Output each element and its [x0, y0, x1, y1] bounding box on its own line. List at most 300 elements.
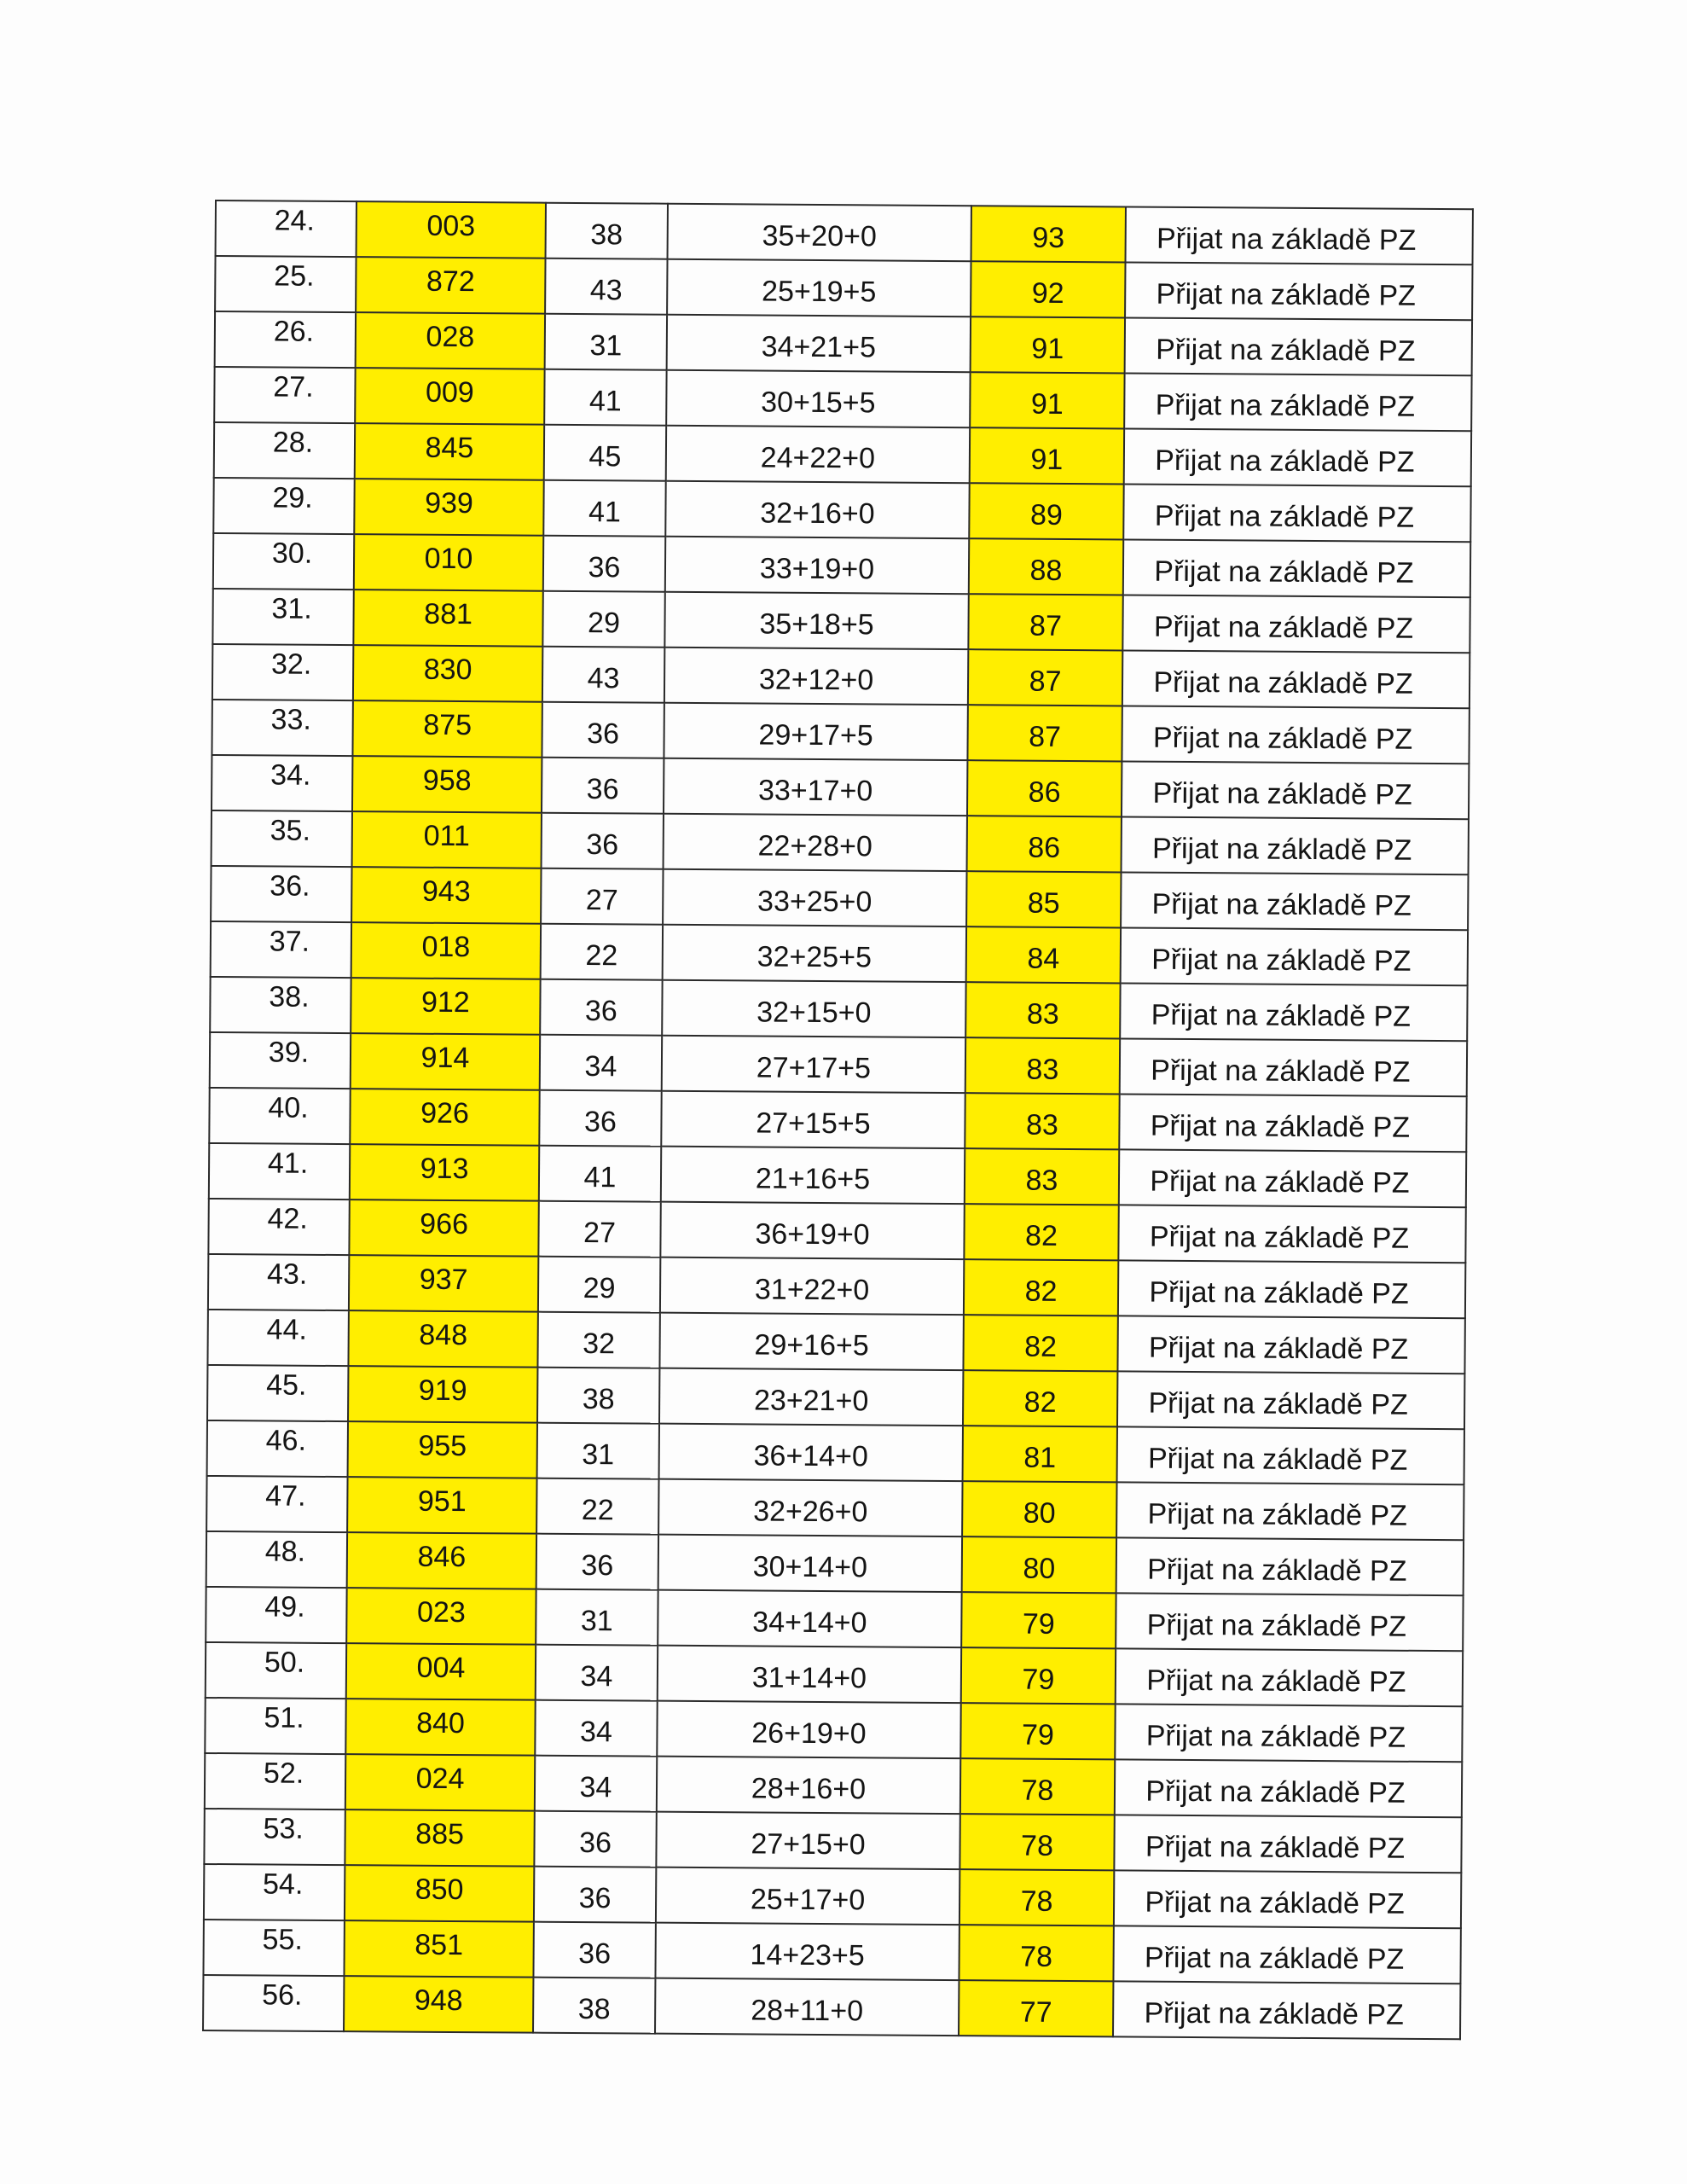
admission-status-text: Přijat na základě PZ — [1144, 1941, 1405, 1976]
admission-status-text: Přijat na základě PZ — [1150, 1165, 1410, 1199]
applicant-code-text: 024 — [415, 1762, 465, 1795]
score-cell — [543, 536, 665, 592]
score-breakdown-cell — [656, 1812, 959, 1869]
rank-cell — [204, 1809, 345, 1865]
applicant-code-text: 872 — [426, 264, 475, 298]
total-score-cell — [967, 705, 1122, 761]
total-score-cell — [967, 816, 1122, 872]
table-row — [207, 1420, 1464, 1484]
score-breakdown-cell — [659, 1424, 963, 1481]
table-row — [211, 921, 1468, 985]
score-breakdown-cell — [664, 814, 967, 871]
rank-text: 47. — [265, 1478, 306, 1513]
score-cell — [542, 758, 664, 814]
admission-status-cell — [1122, 650, 1470, 708]
applicant-code-cell — [352, 811, 542, 868]
admission-status-cell — [1124, 428, 1471, 486]
table-row — [206, 1476, 1464, 1540]
admission-status-cell — [1116, 1537, 1464, 1595]
score-text: 22 — [581, 1493, 614, 1526]
rank-text: 34. — [270, 758, 311, 792]
score-breakdown-cell — [664, 758, 967, 816]
admission-status-cell — [1119, 1094, 1466, 1152]
total-score-cell — [959, 1925, 1113, 1981]
admission-status-text: Přijat na základě PZ — [1145, 1885, 1405, 1920]
admission-status-cell — [1122, 706, 1469, 764]
score-breakdown-cell — [668, 204, 971, 261]
rank-cell — [204, 1864, 345, 1920]
total-score-text: 79 — [1021, 1718, 1055, 1751]
total-score-text: 83 — [1026, 1053, 1059, 1086]
rank-cell — [206, 1642, 346, 1699]
score-cell — [545, 258, 667, 315]
rank-text: 48. — [264, 1534, 306, 1568]
total-score-text: 93 — [1032, 221, 1065, 254]
rank-text: 45. — [266, 1368, 307, 1402]
admission-status-cell — [1122, 595, 1470, 653]
applicant-code-cell — [349, 1199, 538, 1257]
score-cell — [538, 1201, 660, 1258]
score-text: 41 — [588, 495, 621, 528]
rank-cell — [207, 1420, 348, 1477]
admission-status-cell — [1117, 1316, 1464, 1374]
table-row — [207, 1310, 1464, 1374]
applicant-code-text: 023 — [416, 1595, 466, 1629]
score-text: 41 — [583, 1160, 617, 1194]
score-text: 31 — [589, 328, 623, 362]
rank-cell — [215, 256, 356, 312]
score-cell — [540, 979, 662, 1036]
admission-status-text: Přijat na základě PZ — [1155, 388, 1416, 423]
rank-cell — [212, 589, 353, 645]
rank-cell — [207, 1310, 348, 1366]
score-breakdown-text: 32+15+0 — [757, 995, 872, 1029]
total-score-text: 92 — [1031, 276, 1064, 310]
score-text: 38 — [590, 218, 623, 251]
rank-text: 32. — [270, 647, 312, 681]
rank-text: 52. — [263, 1756, 304, 1790]
applicant-code-cell — [356, 312, 545, 369]
score-text: 36 — [588, 550, 621, 584]
rank-cell — [207, 1365, 348, 1421]
score-breakdown-text: 32+12+0 — [758, 662, 874, 696]
score-text: 36 — [578, 1881, 612, 1914]
applicant-code-cell — [345, 1699, 535, 1756]
score-text: 45 — [588, 439, 622, 473]
admission-status-text: Přijat na základě PZ — [1145, 1774, 1406, 1809]
score-breakdown-text: 36+19+0 — [755, 1217, 870, 1251]
applicant-code-text: 875 — [423, 708, 472, 741]
admission-status-cell — [1123, 539, 1470, 597]
applicant-code-text: 846 — [417, 1540, 467, 1573]
total-score-cell — [963, 1370, 1117, 1426]
total-score-cell — [964, 1204, 1118, 1260]
score-text: 36 — [579, 1826, 612, 1859]
total-score-cell — [966, 871, 1121, 927]
admission-status-cell — [1121, 872, 1468, 930]
table-row — [208, 1254, 1465, 1318]
score-cell — [540, 1035, 662, 1091]
score-text: 29 — [583, 1271, 616, 1304]
total-score-cell — [970, 427, 1124, 484]
rank-cell — [206, 1531, 347, 1588]
admission-status-cell — [1125, 262, 1472, 320]
rank-text: 39. — [268, 1035, 310, 1069]
score-breakdown-cell — [655, 1923, 959, 1980]
applicant-code-cell — [351, 867, 541, 924]
total-score-cell — [961, 1647, 1116, 1704]
total-score-text: 80 — [1023, 1552, 1056, 1585]
applicant-code-text: 912 — [420, 985, 470, 1019]
rank-cell — [211, 866, 351, 922]
rank-cell — [212, 755, 352, 811]
rank-text: 28. — [272, 425, 314, 459]
admission-status-cell — [1114, 1815, 1461, 1873]
applicant-code-cell — [347, 1532, 536, 1589]
score-breakdown-text: 24+22+0 — [760, 440, 876, 474]
total-score-cell — [971, 261, 1125, 317]
score-breakdown-cell — [658, 1535, 962, 1592]
score-cell — [544, 369, 666, 426]
score-breakdown-cell — [663, 925, 966, 982]
admission-status-text: Přijat na základě PZ — [1153, 610, 1414, 645]
total-score-cell — [959, 1869, 1114, 1926]
total-score-text: 82 — [1024, 1275, 1058, 1308]
admission-status-cell — [1113, 1926, 1460, 1984]
admission-status-cell — [1125, 317, 1472, 375]
table-row — [210, 1032, 1467, 1096]
applicant-code-text: 840 — [416, 1706, 466, 1740]
admission-status-cell — [1123, 484, 1470, 542]
score-breakdown-cell — [660, 1202, 964, 1259]
total-score-cell — [968, 594, 1122, 650]
score-breakdown-text: 33+19+0 — [759, 551, 875, 585]
total-score-text: 86 — [1028, 775, 1061, 809]
total-score-text: 78 — [1021, 1829, 1054, 1862]
applicant-code-text: 926 — [420, 1096, 470, 1130]
applicant-code-cell — [344, 1920, 533, 1978]
table-row — [209, 1088, 1466, 1152]
score-text: 43 — [587, 661, 620, 694]
score-breakdown-text: 27+15+5 — [756, 1106, 871, 1140]
score-text: 36 — [586, 828, 619, 861]
rank-text: 41. — [267, 1146, 309, 1180]
score-text: 38 — [582, 1382, 615, 1415]
table-row — [210, 977, 1467, 1041]
rank-text: 42. — [267, 1201, 308, 1235]
rank-cell — [208, 1199, 349, 1255]
total-score-cell — [965, 1037, 1120, 1094]
score-text: 27 — [583, 1216, 617, 1249]
total-score-cell — [967, 760, 1122, 816]
rank-cell — [210, 977, 351, 1033]
score-breakdown-text: 31+14+0 — [751, 1660, 867, 1694]
applicant-code-cell — [350, 1089, 539, 1146]
admission-status-cell — [1113, 1981, 1460, 2039]
applicant-code-text: 951 — [417, 1484, 467, 1518]
admission-status-text: Přijat na základě PZ — [1152, 776, 1412, 811]
admission-status-cell — [1120, 983, 1467, 1041]
score-cell — [539, 1146, 661, 1202]
score-breakdown-text: 27+17+5 — [756, 1050, 872, 1084]
table-row — [212, 810, 1469, 874]
admission-status-text: Přijat na základě PZ — [1144, 1996, 1404, 2031]
table-row — [212, 700, 1469, 764]
admission-status-cell — [1115, 1704, 1462, 1762]
total-score-text: 81 — [1023, 1441, 1057, 1474]
rank-cell — [206, 1587, 346, 1643]
rank-cell — [213, 533, 354, 590]
rank-text: 29. — [272, 480, 313, 514]
applicant-code-cell — [355, 423, 544, 480]
applicant-code-cell — [348, 1421, 537, 1478]
score-text: 32 — [583, 1327, 616, 1360]
table-row — [213, 478, 1470, 542]
score-cell — [534, 1867, 656, 1923]
applicant-code-cell — [347, 1477, 536, 1534]
admission-status-text: Přijat na základě PZ — [1146, 1608, 1407, 1643]
rank-cell — [212, 644, 353, 700]
admission-status-text: Přijat na základě PZ — [1151, 832, 1412, 867]
admission-status-text: Přijat na základě PZ — [1145, 1830, 1406, 1865]
score-breakdown-cell — [659, 1313, 963, 1370]
admission-status-cell — [1121, 927, 1468, 985]
score-cell — [537, 1423, 659, 1479]
rank-text: 25. — [274, 258, 315, 293]
applicant-code-text: 914 — [420, 1041, 470, 1074]
score-breakdown-cell — [658, 1479, 962, 1536]
total-score-text: 88 — [1029, 554, 1063, 587]
score-breakdown-cell — [664, 648, 968, 705]
score-text: 36 — [578, 1937, 612, 1970]
score-breakdown-cell — [655, 1978, 959, 2036]
score-cell — [542, 647, 664, 703]
table-row — [204, 1864, 1461, 1928]
admission-status-cell — [1116, 1593, 1463, 1651]
rank-text: 51. — [264, 1700, 304, 1734]
total-score-text: 82 — [1024, 1219, 1058, 1252]
score-breakdown-text: 27+15+0 — [751, 1827, 866, 1861]
applicant-code-text: 848 — [419, 1318, 468, 1351]
admission-status-cell — [1124, 373, 1471, 431]
total-score-cell — [966, 926, 1121, 983]
total-score-text: 87 — [1029, 720, 1062, 753]
total-score-text: 78 — [1020, 1940, 1053, 1973]
applicant-code-text: 919 — [418, 1374, 467, 1407]
score-cell — [545, 314, 667, 370]
total-score-cell — [959, 1980, 1113, 2036]
admission-status-cell — [1122, 816, 1469, 874]
admission-status-text: Přijat na základě PZ — [1152, 721, 1413, 756]
rank-text: 24. — [274, 203, 316, 237]
applicant-code-cell — [351, 922, 541, 979]
applicant-code-cell — [349, 1255, 538, 1312]
score-breakdown-cell — [667, 315, 971, 372]
total-score-text: 79 — [1022, 1607, 1055, 1641]
rank-cell — [213, 478, 354, 534]
admission-status-text: Přijat na základě PZ — [1155, 444, 1415, 479]
score-breakdown-text: 32+26+0 — [753, 1494, 868, 1528]
score-breakdown-text: 31+22+0 — [754, 1272, 870, 1306]
admission-status-cell — [1119, 1149, 1466, 1207]
score-text: 34 — [580, 1659, 613, 1693]
score-cell — [538, 1257, 660, 1313]
rank-text: 43. — [266, 1257, 308, 1291]
rank-text: 37. — [269, 924, 310, 958]
rank-text: 31. — [271, 591, 312, 625]
score-cell — [537, 1368, 659, 1424]
score-cell — [543, 480, 665, 537]
score-breakdown-text: 30+15+5 — [761, 385, 876, 419]
applicant-code-text: 948 — [414, 1984, 463, 2017]
total-score-text: 80 — [1023, 1496, 1056, 1530]
applicant-code-text: 004 — [416, 1651, 466, 1684]
score-text: 27 — [585, 883, 618, 916]
total-score-text: 82 — [1024, 1330, 1058, 1363]
total-score-cell — [962, 1481, 1116, 1537]
rank-text: 46. — [265, 1423, 307, 1457]
admission-status-text: Přijat na základě PZ — [1154, 555, 1414, 590]
score-breakdown-text: 33+17+0 — [757, 773, 873, 807]
score-cell — [533, 1922, 655, 1978]
applicant-code-cell — [344, 1976, 533, 2033]
score-cell — [542, 813, 664, 869]
total-score-cell — [960, 1703, 1115, 1759]
admission-status-cell — [1117, 1426, 1464, 1484]
total-score-text: 79 — [1022, 1663, 1055, 1696]
rank-text: 53. — [263, 1811, 304, 1845]
total-score-cell — [968, 649, 1122, 706]
admission-status-text: Přijat na základě PZ — [1151, 943, 1412, 978]
score-text: 22 — [585, 938, 618, 972]
table-row — [207, 1365, 1464, 1429]
rank-cell — [205, 1753, 345, 1809]
applicant-code-text: 850 — [415, 1873, 464, 1906]
score-breakdown-cell — [658, 1590, 961, 1647]
table-row — [205, 1753, 1462, 1817]
total-score-cell — [959, 1814, 1114, 1870]
score-breakdown-cell — [665, 537, 969, 594]
applicant-code-cell — [354, 534, 543, 591]
admission-status-text: Přijat na základě PZ — [1151, 1054, 1411, 1089]
total-score-cell — [970, 372, 1124, 428]
results-sheet — [202, 200, 1472, 2095]
rank-cell — [203, 1975, 344, 2031]
applicant-code-text: 937 — [419, 1263, 468, 1296]
admission-status-text: Přijat na základě PZ — [1147, 1553, 1407, 1588]
score-breakdown-text: 14+23+5 — [750, 1937, 865, 1972]
score-cell — [536, 1589, 658, 1646]
rank-cell — [211, 921, 351, 978]
admission-status-cell — [1116, 1648, 1463, 1706]
score-breakdown-cell — [658, 1646, 961, 1703]
admission-status-text: Přijat na základě PZ — [1149, 1275, 1409, 1310]
applicant-code-text: 851 — [415, 1928, 464, 1961]
rank-text: 36. — [270, 868, 310, 903]
applicant-code-cell — [351, 978, 540, 1035]
table-row — [211, 866, 1468, 930]
total-score-cell — [960, 1758, 1115, 1815]
admission-status-text: Přijat na základě PZ — [1147, 1497, 1408, 1532]
total-score-text: 78 — [1020, 1885, 1053, 1918]
total-score-cell — [964, 1259, 1118, 1316]
applicant-code-cell — [354, 479, 543, 536]
admission-status-cell — [1120, 1038, 1467, 1096]
rank-text: 27. — [273, 369, 314, 404]
score-breakdown-cell — [666, 426, 970, 483]
table-row — [214, 367, 1471, 431]
applicant-code-cell — [355, 368, 544, 425]
applicant-code-text: 009 — [425, 375, 474, 409]
score-breakdown-cell — [665, 481, 969, 538]
rank-text: 40. — [268, 1090, 309, 1124]
applicant-code-text: 011 — [423, 819, 471, 852]
score-breakdown-text: 29+16+5 — [754, 1327, 869, 1362]
applicant-code-text: 845 — [425, 431, 474, 464]
total-score-text: 78 — [1021, 1774, 1054, 1807]
score-cell — [544, 425, 666, 481]
table-row — [206, 1587, 1463, 1651]
score-breakdown-text: 26+19+0 — [751, 1716, 867, 1750]
admission-status-text: Přijat na základě PZ — [1148, 1386, 1408, 1421]
admission-status-text: Přijat na základě PZ — [1151, 887, 1412, 922]
score-text: 41 — [588, 384, 622, 417]
total-score-text: 77 — [1019, 1995, 1052, 2029]
score-text: 43 — [589, 273, 623, 306]
rank-cell — [212, 700, 352, 756]
score-text: 38 — [577, 1992, 611, 2025]
table-row — [203, 1920, 1460, 1984]
score-text: 36 — [584, 994, 617, 1027]
table-row — [206, 1642, 1463, 1706]
score-cell — [539, 1090, 661, 1147]
rank-text: 44. — [266, 1312, 308, 1346]
applicant-code-text: 018 — [421, 930, 471, 963]
score-text: 29 — [587, 606, 621, 639]
score-cell — [533, 1978, 655, 2034]
score-text: 34 — [584, 1049, 617, 1083]
table-row — [212, 589, 1470, 653]
rank-text: 55. — [262, 1922, 304, 1956]
applicant-code-cell — [346, 1588, 536, 1645]
applicant-code-text: 003 — [426, 209, 476, 242]
score-breakdown-text: 34+14+0 — [752, 1605, 867, 1639]
score-cell — [541, 924, 663, 980]
table-row — [215, 256, 1472, 320]
score-breakdown-cell — [657, 1701, 960, 1758]
score-text: 31 — [580, 1604, 613, 1637]
admission-status-text: Přijat na základě PZ — [1146, 1664, 1406, 1699]
admission-status-cell — [1122, 761, 1469, 819]
table-row — [208, 1199, 1465, 1263]
score-cell — [542, 702, 664, 758]
table-row — [215, 311, 1472, 375]
admission-status-cell — [1117, 1371, 1464, 1429]
admission-status-cell — [1114, 1870, 1461, 1928]
score-breakdown-text: 30+14+0 — [752, 1549, 868, 1583]
applicant-code-cell — [356, 257, 545, 314]
applicant-code-cell — [353, 590, 542, 647]
admission-status-text: Přijat na základě PZ — [1147, 1442, 1408, 1477]
score-cell — [534, 1811, 656, 1867]
score-breakdown-text: 35+18+5 — [759, 607, 874, 641]
total-score-cell — [965, 1148, 1119, 1205]
applicant-code-cell — [351, 1033, 540, 1090]
total-score-cell — [965, 982, 1120, 1038]
score-breakdown-text: 36+14+0 — [753, 1438, 868, 1472]
total-score-text: 83 — [1026, 997, 1059, 1031]
applicant-code-text: 830 — [423, 653, 472, 686]
